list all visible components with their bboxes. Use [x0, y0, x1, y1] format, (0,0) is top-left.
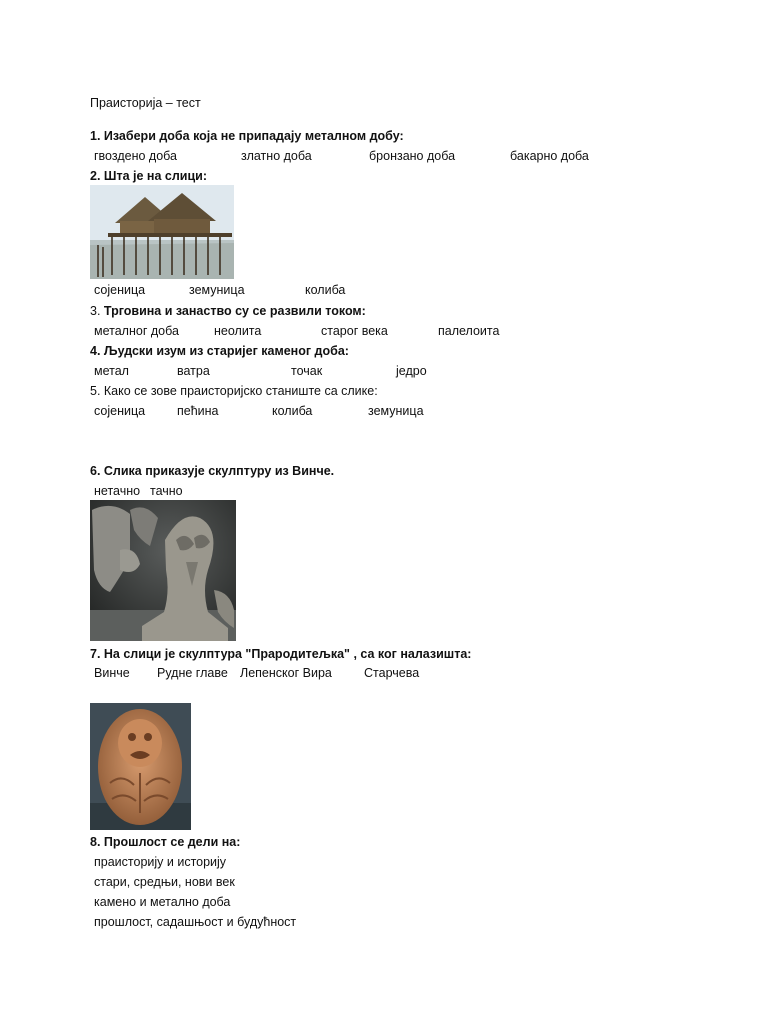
q1-question: 1. Изабери доба која не припадају металном добу:	[90, 129, 404, 143]
q3-question: Трговина и занаство су се развили током:	[103, 304, 366, 318]
q7-option-2[interactable]: Рудне главе	[157, 666, 228, 680]
q1-option-1[interactable]: гвоздено доба	[94, 149, 177, 163]
stilt-house-image	[90, 185, 234, 279]
q8-option-2[interactable]: стари, средњи, нови век	[94, 875, 235, 889]
q2-option-1[interactable]: сојеница	[94, 283, 146, 297]
q8-option-4[interactable]: прошлост, садашњост и будућност	[94, 915, 297, 929]
lepenski-vir-sculpture-image	[90, 703, 191, 830]
q4-option-4[interactable]: једро	[396, 364, 427, 378]
q5-option-1[interactable]: сојеница	[94, 404, 146, 418]
q6-option-2[interactable]: тачно	[150, 484, 183, 498]
q5-question: 5. Како се зове праисторијско станиште са слике:	[90, 384, 378, 398]
q7-option-1[interactable]: Винче	[94, 666, 130, 680]
q8-option-1[interactable]: праисторију и историју	[94, 855, 227, 869]
q6-question: 6. Слика приказује скулптуру из Винче.	[90, 464, 335, 478]
q1-option-2[interactable]: златно доба	[241, 149, 312, 163]
q3-option-4[interactable]: палелоита	[438, 324, 500, 338]
q2-question: 2. Шта је на слици:	[90, 169, 207, 183]
q7-option-4[interactable]: Старчева	[364, 666, 420, 680]
q4-question: 4. Људски изум из старијег каменог доба:	[90, 344, 349, 358]
q3-option-2[interactable]: неолита	[214, 324, 262, 338]
q6-option-1[interactable]: нетачно	[94, 484, 141, 498]
q2-option-3[interactable]: колиба	[305, 283, 346, 297]
q3-option-3[interactable]: старог века	[321, 324, 388, 338]
q5-option-2[interactable]: пећина	[177, 404, 219, 418]
q4-option-3[interactable]: точак	[291, 364, 323, 378]
q2-option-2[interactable]: земуница	[189, 283, 245, 297]
q7-question: 7. На слици је скулптура "Прародитељка" , са ког налазишта:	[90, 647, 472, 661]
q1-option-3[interactable]: бронзано доба	[369, 149, 456, 163]
q3-question-line	[90, 303, 366, 319]
q8-question: 8. Прошлост се дели на:	[90, 835, 241, 849]
q5-option-3[interactable]: колиба	[272, 404, 313, 418]
page-title: Праисторија – тест	[90, 96, 201, 110]
q3-number: 3.	[90, 304, 104, 318]
q4-option-2[interactable]: ватра	[177, 364, 210, 378]
q4-option-1[interactable]: метал	[94, 364, 129, 378]
q7-option-3[interactable]: Лепенског Вира	[240, 666, 332, 680]
q5-option-4[interactable]: земуница	[368, 404, 424, 418]
vinca-sculpture-image	[90, 500, 236, 641]
q8-option-3[interactable]: камено и метално доба	[94, 895, 231, 909]
q3-option-1[interactable]: металног доба	[94, 324, 179, 338]
q1-option-4[interactable]: бакарно доба	[510, 149, 589, 163]
